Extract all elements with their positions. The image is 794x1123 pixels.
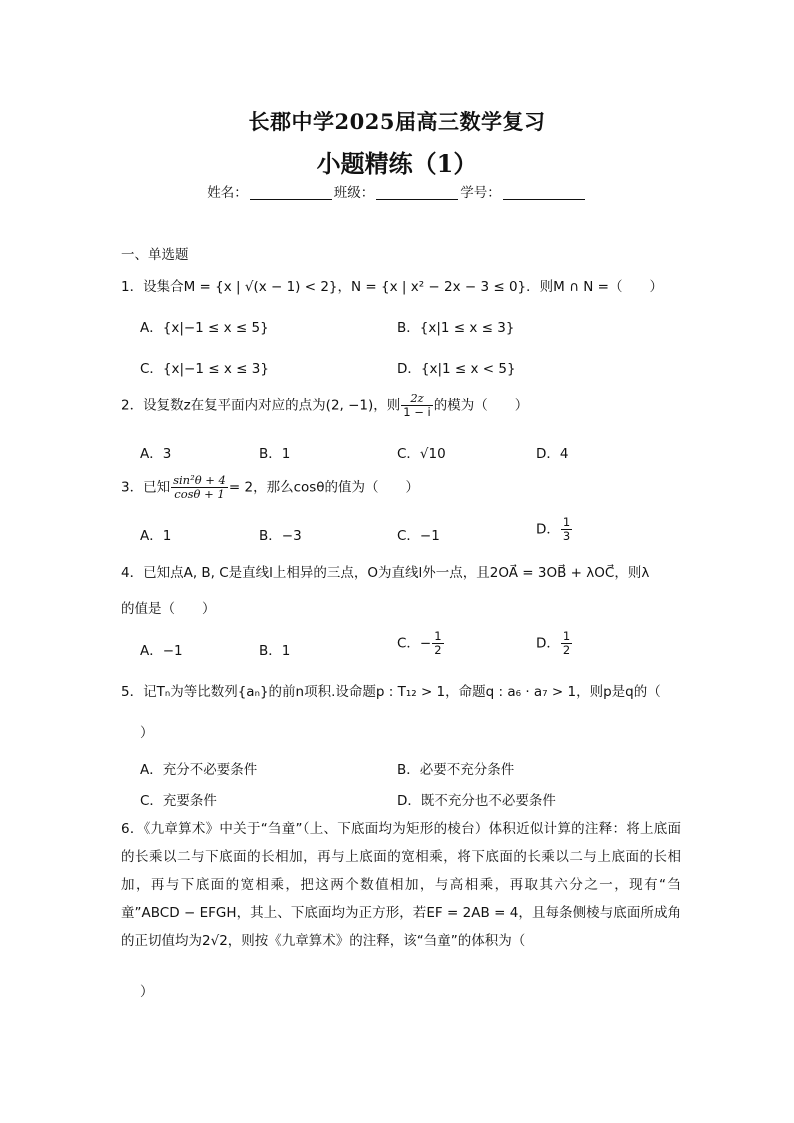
q2-stem-post: 的模为（ ）: [433, 397, 529, 414]
q1-option-d[interactable]: D．{x|1 ≤ x < 5}: [397, 361, 516, 377]
section-heading: 一、单选题: [121, 247, 189, 263]
q3-option-d-label: D．: [536, 521, 560, 538]
q4-option-d[interactable]: [536, 630, 573, 657]
q4-option-d-den: 2: [562, 643, 571, 658]
q6-stem-tail: ）: [140, 984, 154, 1000]
q2-option-a[interactable]: A．3: [140, 446, 172, 462]
q1-option-c[interactable]: C．{x|−1 ≤ x ≤ 3}: [140, 361, 269, 377]
name-label: 姓名：: [207, 185, 248, 201]
q5-stem-line1: 5．记Tₙ为等比数列{aₙ}的前n项积.设命题p : T₁₂ > 1，命题q : a₆ · a₇ > 1，则p是q的（: [121, 684, 661, 700]
student-info-line: [0, 181, 794, 201]
q3-stem-post: = 2，那么cosθ的值为（ ）: [228, 479, 420, 496]
q2-frac-num: 2z: [401, 392, 432, 406]
q4-option-d-num: 1: [562, 629, 571, 643]
id-blank[interactable]: [503, 185, 585, 200]
document-title: 长郡中学2025届高三数学复习: [248, 109, 546, 134]
q6-stem: 6．《九章算术》中关于“刍童”（上、下底面均为矩形的棱台）体积近似计算的注释：将上底面的长乘以二与下底面的长相加，再与上底面的宽相乘，将下底面的长乘以二与上底面的长相加，再与下底面的宽相乘，把这两个数值相加，与高相乘，再取其六分之一，现有“刍童”ABCD − EFGH，其上、下底面均为正方形，若EF = 2AB = 4，且每条侧棱与底面所成角的正切值均为2√2，则按《九章算术》的注释，该“刍童”的体积为（: [121, 821, 681, 949]
q5-option-d[interactable]: D．既不充分也不必要条件: [397, 793, 556, 809]
q3-option-d-fraction: [561, 516, 572, 543]
q2-stem-pre: 2．设复数z在复平面内对应的点为(2, −1)，则: [121, 397, 401, 414]
q5-option-b[interactable]: B．必要不充分条件: [397, 762, 515, 778]
q5-option-a[interactable]: A．充分不必要条件: [140, 762, 258, 778]
q3-option-a[interactable]: A．1: [140, 528, 172, 544]
q1-option-b[interactable]: B．{x|1 ≤ x ≤ 3}: [397, 320, 515, 336]
class-label: 班级：: [333, 185, 375, 201]
q3-stem-pre: 3．已知: [121, 479, 171, 496]
q4-option-c-num: 1: [434, 629, 442, 643]
q4-option-d-fraction: [561, 630, 572, 657]
q2-stem: [121, 392, 528, 419]
q4-stem-line2: 的值是（ ）: [121, 601, 216, 617]
q2-option-c[interactable]: C．√10: [397, 446, 446, 462]
q3-option-b[interactable]: B．−3: [259, 528, 302, 544]
class-blank[interactable]: [376, 185, 458, 200]
q5-option-c[interactable]: C．充要条件: [140, 793, 217, 809]
q1-option-a[interactable]: A．{x|−1 ≤ x ≤ 5}: [140, 320, 269, 336]
q3-stem: [121, 474, 419, 501]
q2-frac-den: 1 − i: [403, 405, 431, 420]
q4-option-c-label: C．−: [397, 635, 432, 652]
q5-stem-line2: ）: [140, 725, 154, 741]
q4-option-c-den: 2: [434, 643, 442, 658]
name-blank[interactable]: [250, 185, 332, 200]
q4-option-b[interactable]: B．1: [259, 643, 291, 659]
q3-option-d-den: 3: [562, 529, 571, 544]
q4-option-d-label: D．: [536, 635, 560, 652]
q1-stem: 1．设集合M = {x | √(x − 1) < 2}，N = {x | x² − 2x − 3 ≤ 0}．则M ∩ N =（ ）: [121, 279, 663, 295]
document-subtitle: 小题精练（1）: [316, 149, 478, 178]
q2-option-d[interactable]: D．4: [536, 446, 569, 462]
q3-option-d[interactable]: [536, 516, 573, 543]
q2-fraction: [401, 392, 432, 419]
q2-option-b[interactable]: B．1: [259, 446, 291, 462]
q3-option-d-num: 1: [562, 515, 571, 529]
q4-stem-line1: 4．已知点A, B, C是直线l上相异的三点，O为直线l外一点，且2OA⃗ = 3OB⃗ + λOC⃗，则λ: [121, 565, 650, 581]
q3-frac-den: cosθ + 1: [174, 487, 225, 502]
q4-option-c-fraction: [432, 630, 443, 657]
q4-option-a[interactable]: A．−1: [140, 643, 183, 659]
q3-fraction: [171, 474, 228, 501]
q3-option-c[interactable]: C．−1: [397, 528, 440, 544]
q3-frac-num: sin²θ + 4: [173, 473, 226, 487]
q4-option-c[interactable]: [397, 630, 445, 657]
id-label: 学号：: [460, 185, 501, 201]
